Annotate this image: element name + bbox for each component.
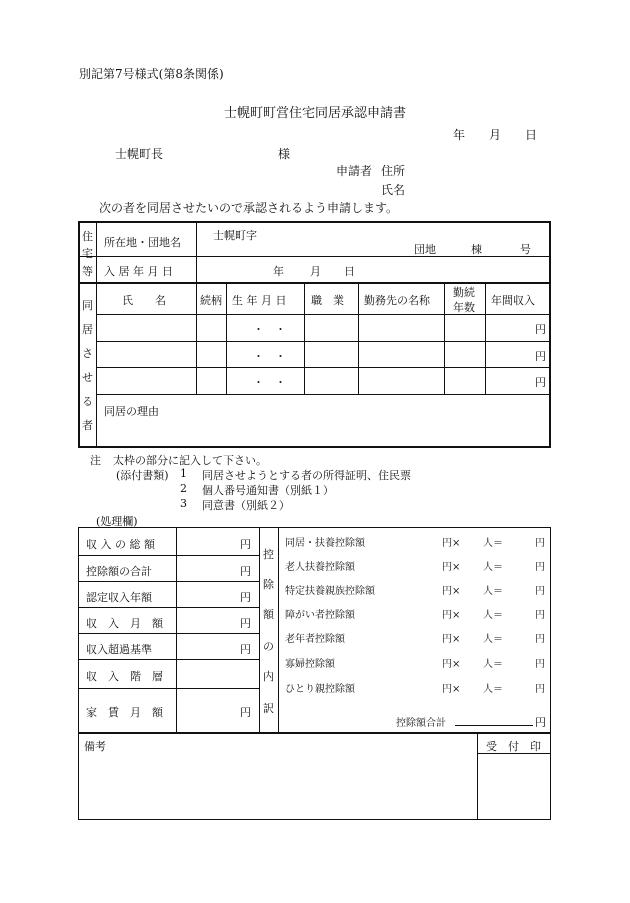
proc-label-2: 控除額の合計 [86, 565, 152, 578]
row3-birth: ・ ・ [253, 376, 286, 389]
deduction-label: 特定扶養親族控除額 [285, 586, 375, 597]
attach-2-num: 2 [180, 482, 187, 495]
deduction-yen-times: 円× [442, 610, 461, 621]
proc-unit-4: 円 [240, 617, 251, 630]
col-name: 氏 名 [122, 294, 166, 307]
deduction-yen: 円 [535, 562, 545, 573]
to-label: 棟 [471, 243, 482, 256]
deduction-yen-times: 円× [442, 684, 461, 695]
move-in-year: 年 [273, 265, 284, 278]
addressee: 士幌町長 [115, 147, 164, 161]
deduction-yen: 円 [535, 538, 545, 549]
move-in-month: 月 [310, 265, 321, 278]
deduction-yen-times: 円× [442, 634, 461, 645]
attach-1-text: 同居させようとする者の所得証明、住民票 [202, 469, 411, 482]
proc-unit-2: 円 [240, 565, 251, 578]
deduction-people-equals: 人＝ [483, 610, 503, 621]
deduction-yen: 円 [535, 634, 545, 645]
deduction-label: ひとり親控除額 [285, 684, 355, 695]
attach-3-text: 同意書（別紙２） [202, 499, 290, 512]
deduction-total-unit: 円 [535, 716, 546, 729]
deduction-yen-times: 円× [442, 586, 461, 597]
deduction-people-equals: 人＝ [483, 684, 503, 695]
danchi-label: 団地 [414, 243, 436, 256]
proc-label-1: 収 入 の 総 額 [86, 538, 155, 551]
form-title: 士幌町町営住宅同居承認申請書 [223, 106, 406, 121]
col-employer: 勤務先の名称 [364, 294, 430, 307]
col-tenure-1: 勤続 [453, 286, 475, 299]
proc-label-4: 収 入 月 額 [86, 617, 163, 630]
name-label: 氏名 [381, 183, 406, 197]
col-relation: 続柄 [200, 294, 222, 307]
note-text: 太枠の部分に記入して下さい。 [113, 454, 267, 467]
note-label: 注 [90, 454, 101, 467]
row1-yen: 円 [535, 323, 546, 336]
deduction-yen-times: 円× [442, 659, 461, 670]
proc-label-7: 家 賃 月 額 [86, 706, 163, 719]
proc-label-5: 収入超過基準 [86, 643, 152, 656]
remarks-box [78, 733, 551, 820]
row3-yen: 円 [535, 376, 546, 389]
col-tenure-2: 年数 [453, 301, 475, 314]
location-label: 所在地・団地名 [104, 236, 181, 249]
deduction-yen-times: 円× [442, 538, 461, 549]
proc-unit-3: 円 [240, 591, 251, 604]
deduction-vertical-5: 内 [263, 670, 274, 683]
col-job: 職 業 [311, 294, 344, 307]
date-day: 日 [525, 128, 538, 142]
deduction-total-label: 控除額合計 [396, 718, 446, 729]
form-number: 別記第7号様式(第8条関係) [79, 67, 224, 81]
honorific: 様 [278, 147, 291, 161]
deduction-yen: 円 [535, 659, 545, 670]
location-value: 士幌町字 [213, 229, 257, 242]
deduction-label: 老年者控除額 [285, 634, 345, 645]
deduction-label: 障がい者控除額 [285, 610, 355, 621]
deduction-vertical-3: 額 [263, 608, 274, 621]
proc-unit-1: 円 [240, 538, 251, 551]
go-label: 号 [520, 243, 531, 256]
proc-unit-5: 円 [240, 643, 251, 656]
row1-birth: ・ ・ [253, 323, 286, 336]
deduction-people-equals: 人＝ [483, 634, 503, 645]
row2-birth: ・ ・ [253, 350, 286, 363]
proc-unit-7: 円 [240, 706, 251, 719]
deduction-yen: 円 [535, 586, 545, 597]
deduction-yen-times: 円× [442, 562, 461, 573]
attach-2-text: 個人番号通知書（別紙１） [202, 484, 334, 497]
deduction-vertical-6: 訳 [263, 702, 274, 715]
intro-text: 次の者を同居させたいので承認されるよう申請します。 [99, 201, 399, 215]
housing-side-2: 宅 [82, 247, 93, 260]
housing-side-3: 等 [82, 265, 93, 278]
cohabit-side-4: せ [82, 371, 93, 384]
cohabit-side-5: る [82, 395, 93, 408]
deduction-people-equals: 人＝ [483, 659, 503, 670]
deduction-vertical-2: 除 [263, 578, 274, 591]
deduction-label: 老人扶養控除額 [285, 562, 355, 573]
deduction-vertical-1: 控 [263, 548, 274, 561]
proc-label-3: 認定収入年額 [86, 591, 152, 604]
deduction-total-blank [455, 725, 533, 726]
cohabit-side-1: 同 [82, 299, 93, 312]
reason-label: 同居の理由 [104, 405, 159, 418]
deduction-vertical-4: の [263, 640, 274, 653]
cohabit-side-6: 者 [82, 419, 93, 432]
date-year: 年 [453, 128, 466, 142]
row2-yen: 円 [535, 350, 546, 363]
attach-3-num: 3 [180, 497, 187, 510]
attach-1-num: 1 [180, 467, 187, 480]
deduction-people-equals: 人＝ [483, 562, 503, 573]
remarks-label: 備考 [84, 740, 106, 753]
deduction-people-equals: 人＝ [483, 538, 503, 549]
deduction-people-equals: 人＝ [483, 586, 503, 597]
cohabit-side-2: 居 [82, 323, 93, 336]
address-label: 住所 [381, 164, 406, 178]
receipt-stamp-label: 受 付 印 [486, 740, 541, 753]
proc-label-6: 収 入 階 層 [86, 670, 163, 683]
processing-label: (処理欄) [96, 515, 138, 528]
deduction-yen: 円 [535, 684, 545, 695]
deduction-label: 寡婦控除額 [285, 659, 335, 670]
applicant-label: 申請者 [336, 164, 373, 178]
col-income: 年間収入 [491, 294, 535, 307]
housing-side-1: 住 [82, 230, 93, 243]
deduction-label: 同居・扶養控除額 [285, 538, 365, 549]
cohabit-side-3: さ [82, 347, 93, 360]
date-month: 月 [489, 128, 502, 142]
attach-label: (添付書類) [116, 469, 169, 482]
move-in-day: 日 [344, 265, 355, 278]
col-birth: 生 年 月 日 [232, 294, 287, 307]
deduction-yen: 円 [535, 610, 545, 621]
move-in-label: 入 居 年 月 日 [104, 265, 173, 278]
